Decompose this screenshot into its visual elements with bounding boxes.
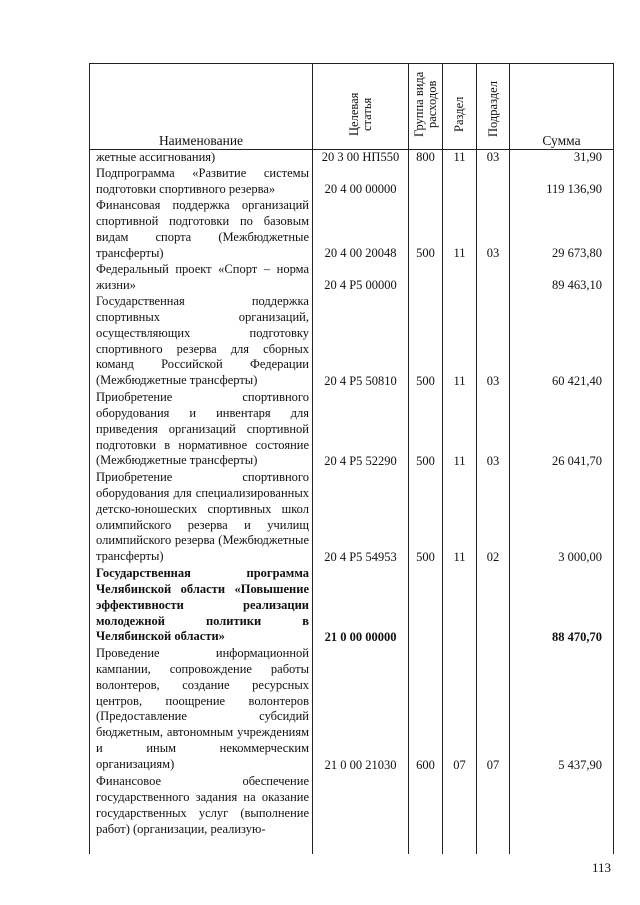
row-name: Приобретение спортивного оборудования и инвентаря для приведения организаций спортивной подготовки в нормативное состояние (Межбюджетные трансферты) — [90, 390, 313, 470]
row-target-article: 20 3 00 НП550 — [313, 149, 409, 165]
row-name: Проведение информационной кампании, сопровождение работы волонтеров, создание ресурсных центров, поощрение волонтеров (Предоставление субсидий бюджетным, автономным учреждениям и иным некоммерческим организациям) — [90, 646, 313, 774]
row-name: Государственная поддержка спортивных организаций, осуществляющих подготовку спортивного резерва для сборных команд Российской Федерации (Межбюджетные трансферты) — [90, 294, 313, 390]
table-row — [90, 166, 614, 198]
row-expense-group — [409, 262, 443, 294]
row-name: Финансовое обеспечение государственного задания на оказание государственных услуг (выполнение работ) (организации, реализую- — [90, 774, 313, 854]
row-name: Подпрограмма «Развитие системы подготовки спортивного резерва» — [90, 166, 313, 198]
budget-table — [89, 63, 614, 854]
row-target-article: 21 0 00 21030 — [313, 646, 409, 774]
header-section: Раздел — [443, 64, 477, 150]
row-subsection — [477, 262, 510, 294]
row-name: Финансовая поддержка организаций спортивной подготовки по базовым видам спорта (Межбюджетные трансферты) — [90, 198, 313, 262]
row-subsection: 03 — [477, 198, 510, 262]
table-row — [90, 390, 614, 470]
row-expense-group: 500 — [409, 390, 443, 470]
row-target-article: 20 4 00 00000 — [313, 166, 409, 198]
row-amount — [510, 774, 614, 854]
table-row — [90, 149, 614, 165]
row-subsection — [477, 566, 510, 646]
row-section: 11 — [443, 149, 477, 165]
row-expense-group: 600 — [409, 646, 443, 774]
row-amount: 5 437,90 — [510, 646, 614, 774]
row-target-article: 20 4 Р5 50810 — [313, 294, 409, 390]
row-amount: 3 000,00 — [510, 470, 614, 566]
row-target-article: 21 0 00 00000 — [313, 566, 409, 646]
row-section: 11 — [443, 198, 477, 262]
page-number: 113 — [592, 860, 612, 875]
row-name: Государственная программа Челябинской области «Повышение эффективности реализации молодежной политики в Челябинской области» — [90, 566, 313, 646]
row-section: 11 — [443, 390, 477, 470]
row-target-article: 20 4 00 20048 — [313, 198, 409, 262]
row-target-article: 20 4 Р5 54953 — [313, 470, 409, 566]
row-section — [443, 166, 477, 198]
row-expense-group: 500 — [409, 198, 443, 262]
row-expense-group — [409, 774, 443, 854]
row-subsection: 03 — [477, 294, 510, 390]
row-section — [443, 774, 477, 854]
row-target-article: 20 4 Р5 52290 — [313, 390, 409, 470]
row-amount: 119 136,90 — [510, 166, 614, 198]
header-expense-group: Группа вида расходов — [409, 64, 443, 150]
row-amount: 31,90 — [510, 149, 614, 165]
row-subsection: 07 — [477, 646, 510, 774]
row-section — [443, 262, 477, 294]
row-section: 07 — [443, 646, 477, 774]
row-section: 11 — [443, 470, 477, 566]
row-expense-group: 800 — [409, 149, 443, 165]
row-name: Федеральный проект «Спорт – норма жизни» — [90, 262, 313, 294]
table-row — [90, 774, 614, 854]
table-row — [90, 646, 614, 774]
row-subsection — [477, 774, 510, 854]
row-subsection — [477, 166, 510, 198]
row-amount: 29 673,80 — [510, 198, 614, 262]
table-row — [90, 566, 614, 646]
row-target-article — [313, 774, 409, 854]
row-amount: 26 041,70 — [510, 390, 614, 470]
row-expense-group — [409, 566, 443, 646]
row-expense-group: 500 — [409, 470, 443, 566]
table-row — [90, 470, 614, 566]
header-name: Наименование — [90, 64, 313, 150]
row-amount: 89 463,10 — [510, 262, 614, 294]
row-section: 11 — [443, 294, 477, 390]
row-name: жетные ассигнования) — [90, 149, 313, 165]
header-amount: Сумма — [510, 64, 614, 150]
table-row — [90, 198, 614, 262]
row-target-article: 20 4 Р5 00000 — [313, 262, 409, 294]
table-row — [90, 294, 614, 390]
header-subsection: Подраздел — [477, 64, 510, 150]
header-target-article: Целевая статья — [313, 64, 409, 150]
row-amount: 88 470,70 — [510, 566, 614, 646]
row-expense-group: 500 — [409, 294, 443, 390]
row-subsection: 02 — [477, 470, 510, 566]
row-expense-group — [409, 166, 443, 198]
row-subsection: 03 — [477, 149, 510, 165]
row-section — [443, 566, 477, 646]
row-name: Приобретение спортивного оборудования для специализированных детско-юношеских спортивных школ олимпийского резерва и училищ олимпийского резерва (Межбюджетные трансферты) — [90, 470, 313, 566]
row-subsection: 03 — [477, 390, 510, 470]
table-row — [90, 262, 614, 294]
table-header-row — [90, 64, 614, 150]
row-amount: 60 421,40 — [510, 294, 614, 390]
